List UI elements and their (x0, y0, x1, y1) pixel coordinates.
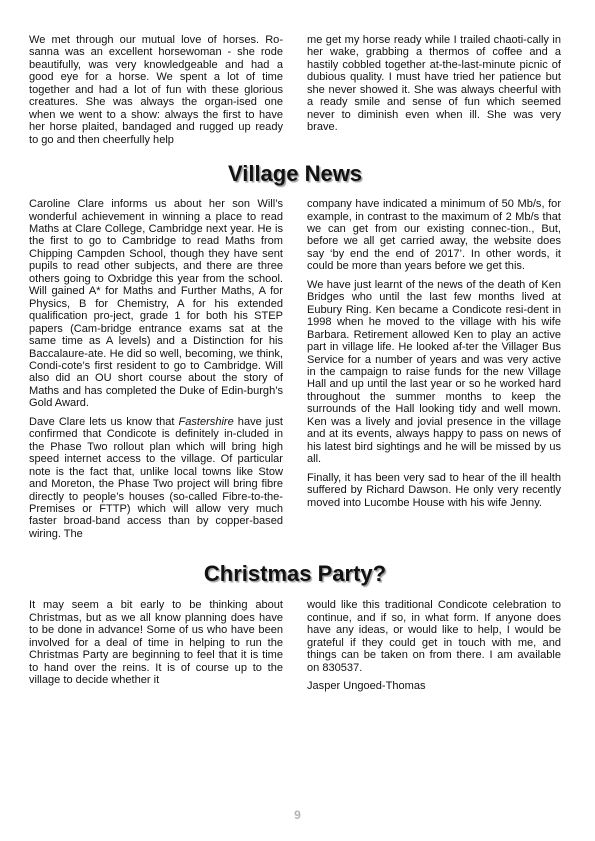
column-left (29, 34, 283, 146)
ken-bridges-paragraph: We have just learnt of the news of the death of Ken Bridges who until the last few months lived at Eubury Ring. Ken became a Condicote resi-dent in 1998 when he moved to the village with his wife Barbara. Retirement allowed Ken to play an active part in village life. He looked af-ter the Villager Bus Service for a number of years and was very active in the campaign to raise funds for the new Village Hall and up until the last year or so he worked hard throughout the summer months to keep the surrounds of the Hall looking tidy and well mown. Ken was a lively and jovial presence in the village and at its events, always happy to pass on news of his latest bird sightings and he will be missed by us all. (307, 278, 561, 466)
village-news-article (29, 198, 561, 540)
village-news-heading: Village News (227, 161, 363, 187)
richard-dawson-paragraph: Finally, it has been very sad to hear of the ill health suffered by Richard Dawson. He only very recently moved into Lucombe House with his wife Jenny. (307, 471, 561, 509)
page-content (29, 34, 561, 692)
page-number: 9 (294, 808, 301, 822)
fastershire-text-start: Dave Clare lets us know that (29, 415, 179, 428)
fastershire-name: Fastershire (178, 415, 234, 428)
signature: Jasper Ungoed-Thomas (307, 680, 426, 693)
christmas-article (29, 599, 561, 692)
column-right (307, 198, 561, 540)
will-clare-paragraph: Caroline Clare informs us about her son Will’s wonderful achievement in winning a place to read Maths at Clare College, Cambridge next year. He is the first to go to Cambridge to read Maths from Chipping Campden School, though they have sent pupils to read other subjects, and there are three others going to Oxbridge this year from the school. Will gained A* for Maths and Further Maths, A for Physics, B for Chemistry, A for his extended qualification pro-ject, grade 1 for both his STEP papers (Cam-bridge entrance exams sat at the same time as A levels) and a Distinction for his Baccalaure-ate. He did so well, becoming, we think, Condi-cote’s first resident to go to Cambridge. Will also did an OU short course about the story of Maths and has completed the Duke of Edin-burgh’s Gold Award. (29, 198, 283, 410)
broadband-paragraph: company have indicated a minimum of 50 Mb/s, for example, in contrast to the maximum of 2 Mb/s that we can get from our existing connec-tion., But, before we all get carried away, the website does say ‘by end the end of 2017’. In other words, it could be more than years before we get this. (307, 198, 561, 273)
christmas-paragraph-1: It may seem a bit early to be thinking about Christmas, but as we all know planning does have to be done in advance! Some of us who have been involved for a deal of time in helping to run the Christmas Party are beginning to feel that it is time to hand over the reins. It is of course up to the village to decide whether it (29, 599, 283, 687)
column-left (29, 198, 283, 540)
fastershire-paragraph (29, 416, 283, 541)
horses-article (29, 34, 561, 146)
christmas-party-heading: Christmas Party? (203, 561, 387, 587)
horses-paragraph-1: We met through our mutual love of horses. Ro-sanna was an excellent horsewoman - she rode beautifully, was very knowledgeable and had a good eye for a horse. We spent a lot of time together and had a lot of fun with these glorious creatures. She was always the organ-ised one when we went to a show: always the first to have her horse plaited, bandaged and rugged up ready to go and then cheerfully help (29, 34, 283, 146)
horses-paragraph-2: me get my horse ready while I trailed chaoti-cally in her wake, grabbing a thermos of coffee and a hastily cobbled together at-the-last-minute picnic of dubious quality. I must have tried her patience but she never showed it. She was always cheerful with a ready smile and sense of fun which seemed never to diminish even when ill. She was very brave. (307, 34, 561, 134)
column-left (29, 599, 283, 692)
column-right (307, 34, 561, 146)
christmas-paragraph-2: would like this traditional Condicote celebration to continue, and if so, in what form. If anyone does have any ideas, or would like to help, I would be grateful if they could get in touch with me, and things can be taken on from there. I am available on 830537. (307, 599, 561, 674)
fastershire-text-end: have just confirmed that Condicote is definitely in-cluded in the Phase Two rollout plan which will bring high speed internet access to the village. Of particular note is the fact that, unlike local towns like Stow and Moreton, the Phase Two project will bring fibre directly to people’s houses (so-called Fibre-to-the-Premises or FTTP) which will allow very much faster broad-band access than by copper-based wiring. The (29, 415, 283, 540)
column-right (307, 599, 561, 692)
